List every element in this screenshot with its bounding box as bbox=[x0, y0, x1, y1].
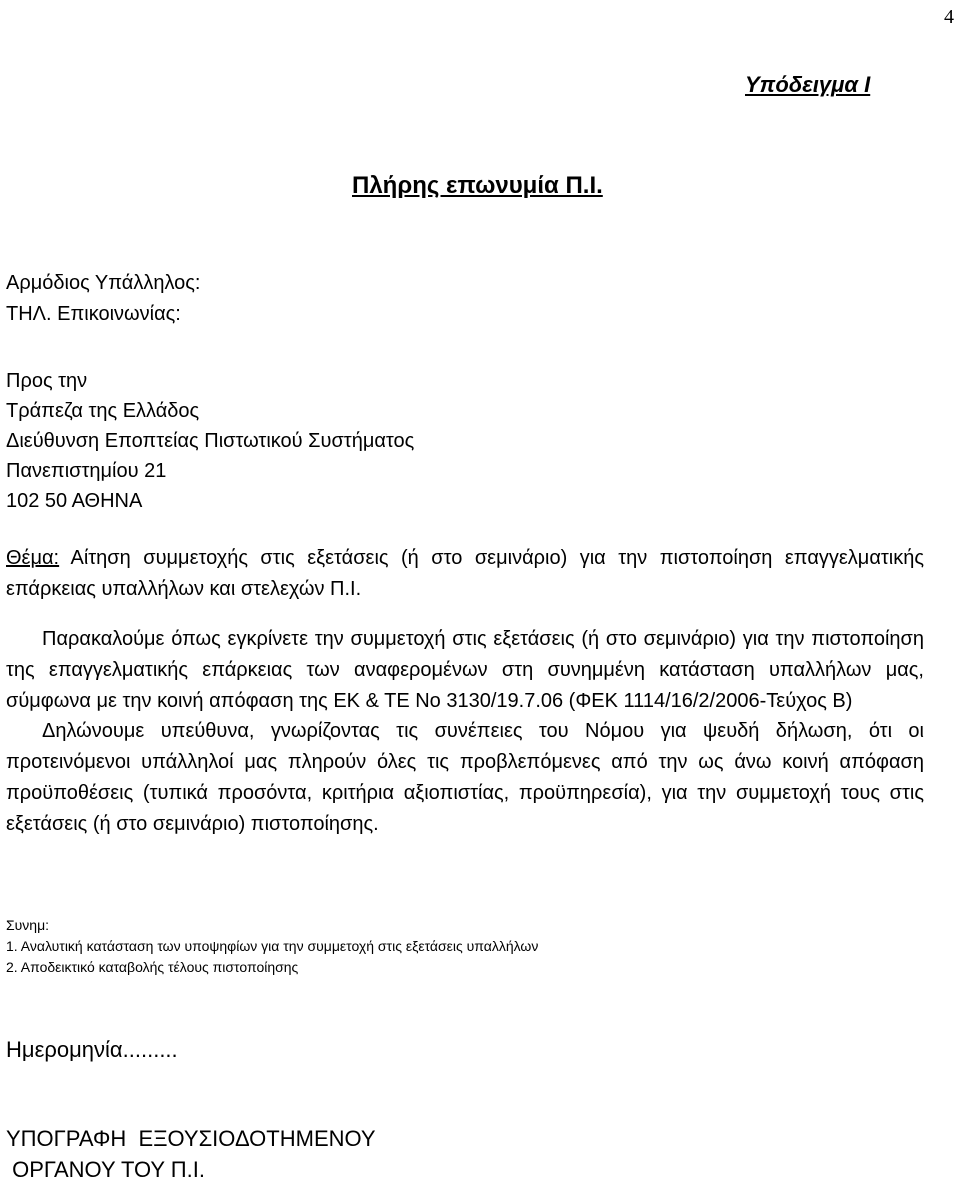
attachments bbox=[6, 915, 538, 978]
signature-block bbox=[6, 1123, 376, 1185]
contact-officer: Αρμόδιος Υπάλληλος: bbox=[6, 272, 201, 294]
body-paragraph-2: Δηλώνουμε υπεύθυνα, γνωρίζοντας τις συνέπειες του Νόμου για ψευδή δήλωση, ότι οι προτεινόμενοι υπάλληλοί μας πληρούν όλες τις προβλεπόμενες από την ως άνω κοινή απόφαση προϋποθέσεις (τυπικά προσόντα, κριτήρια αξιοπιστίας, προϋπηρεσία), για την συμμετοχή τους στις εξετάσεις (ή στο σεμινάριο) πιστοποίησης. bbox=[6, 720, 924, 835]
addressee-to: Προς την bbox=[6, 370, 88, 392]
attachments-label: Συνημ: bbox=[6, 917, 50, 933]
company-name: Πλήρης επωνυμία Π.Ι. bbox=[352, 172, 603, 199]
attachment-item: 1. Αναλυτική κατάσταση των υποψηφίων για την συμμετοχή στις εξετάσεις υπαλλήλων bbox=[6, 938, 539, 954]
signature-line-2: ΟΡΓΑΝΟΥ ΤΟΥ Π.Ι. bbox=[6, 1157, 206, 1182]
body-paragraph-1: Παρακαλούμε όπως εγκρίνετε την συμμετοχή στις εξετάσεις (ή στο σεμινάριο) για την πιστοποίηση της επαγγελματικής επάρκειας των αναφερομένων στη συνημμένη κατάσταση υπαλλήλων μας, σύμφωνα με την κοινή απόφαση της ΕΚ & ΤΕ Νο 3130/19.7.06 (ΦΕΚ 1114/16/2/2006-Τεύχος Β) bbox=[6, 628, 924, 712]
subject bbox=[6, 543, 924, 605]
addressee-city: 102 50 ΑΘΗΝΑ bbox=[6, 490, 143, 512]
letter-body bbox=[6, 624, 924, 840]
template-label: Υπόδειγμα Ι bbox=[745, 72, 871, 97]
contact-phone: ΤΗΛ. Επικοινωνίας: bbox=[6, 303, 181, 325]
date-line: Ημερομηνία......... bbox=[6, 1037, 178, 1062]
addressee-department: Διεύθυνση Εποπτείας Πιστωτικού Συστήματος bbox=[6, 430, 415, 452]
page-number: 4 bbox=[944, 6, 954, 28]
addressee-street: Πανεπιστημίου 21 bbox=[6, 460, 167, 482]
subject-text: Αίτηση συμμετοχής στις εξετάσεις (ή στο σεμινάριο) για την πιστοποίηση επαγγελματικής επάρκειας υπαλλήλων και στελεχών Π.Ι. bbox=[6, 547, 924, 600]
attachment-item: 2. Αποδεικτικό καταβολής τέλους πιστοποίησης bbox=[6, 959, 299, 975]
signature-line-1: ΥΠΟΓΡΑΦΗ ΕΞΟΥΣΙΟΔΟΤΗΜΕΝΟΥ bbox=[6, 1126, 376, 1151]
subject-label: Θέμα: bbox=[6, 547, 60, 569]
addressee-bank: Τράπεζα της Ελλάδος bbox=[6, 400, 200, 422]
